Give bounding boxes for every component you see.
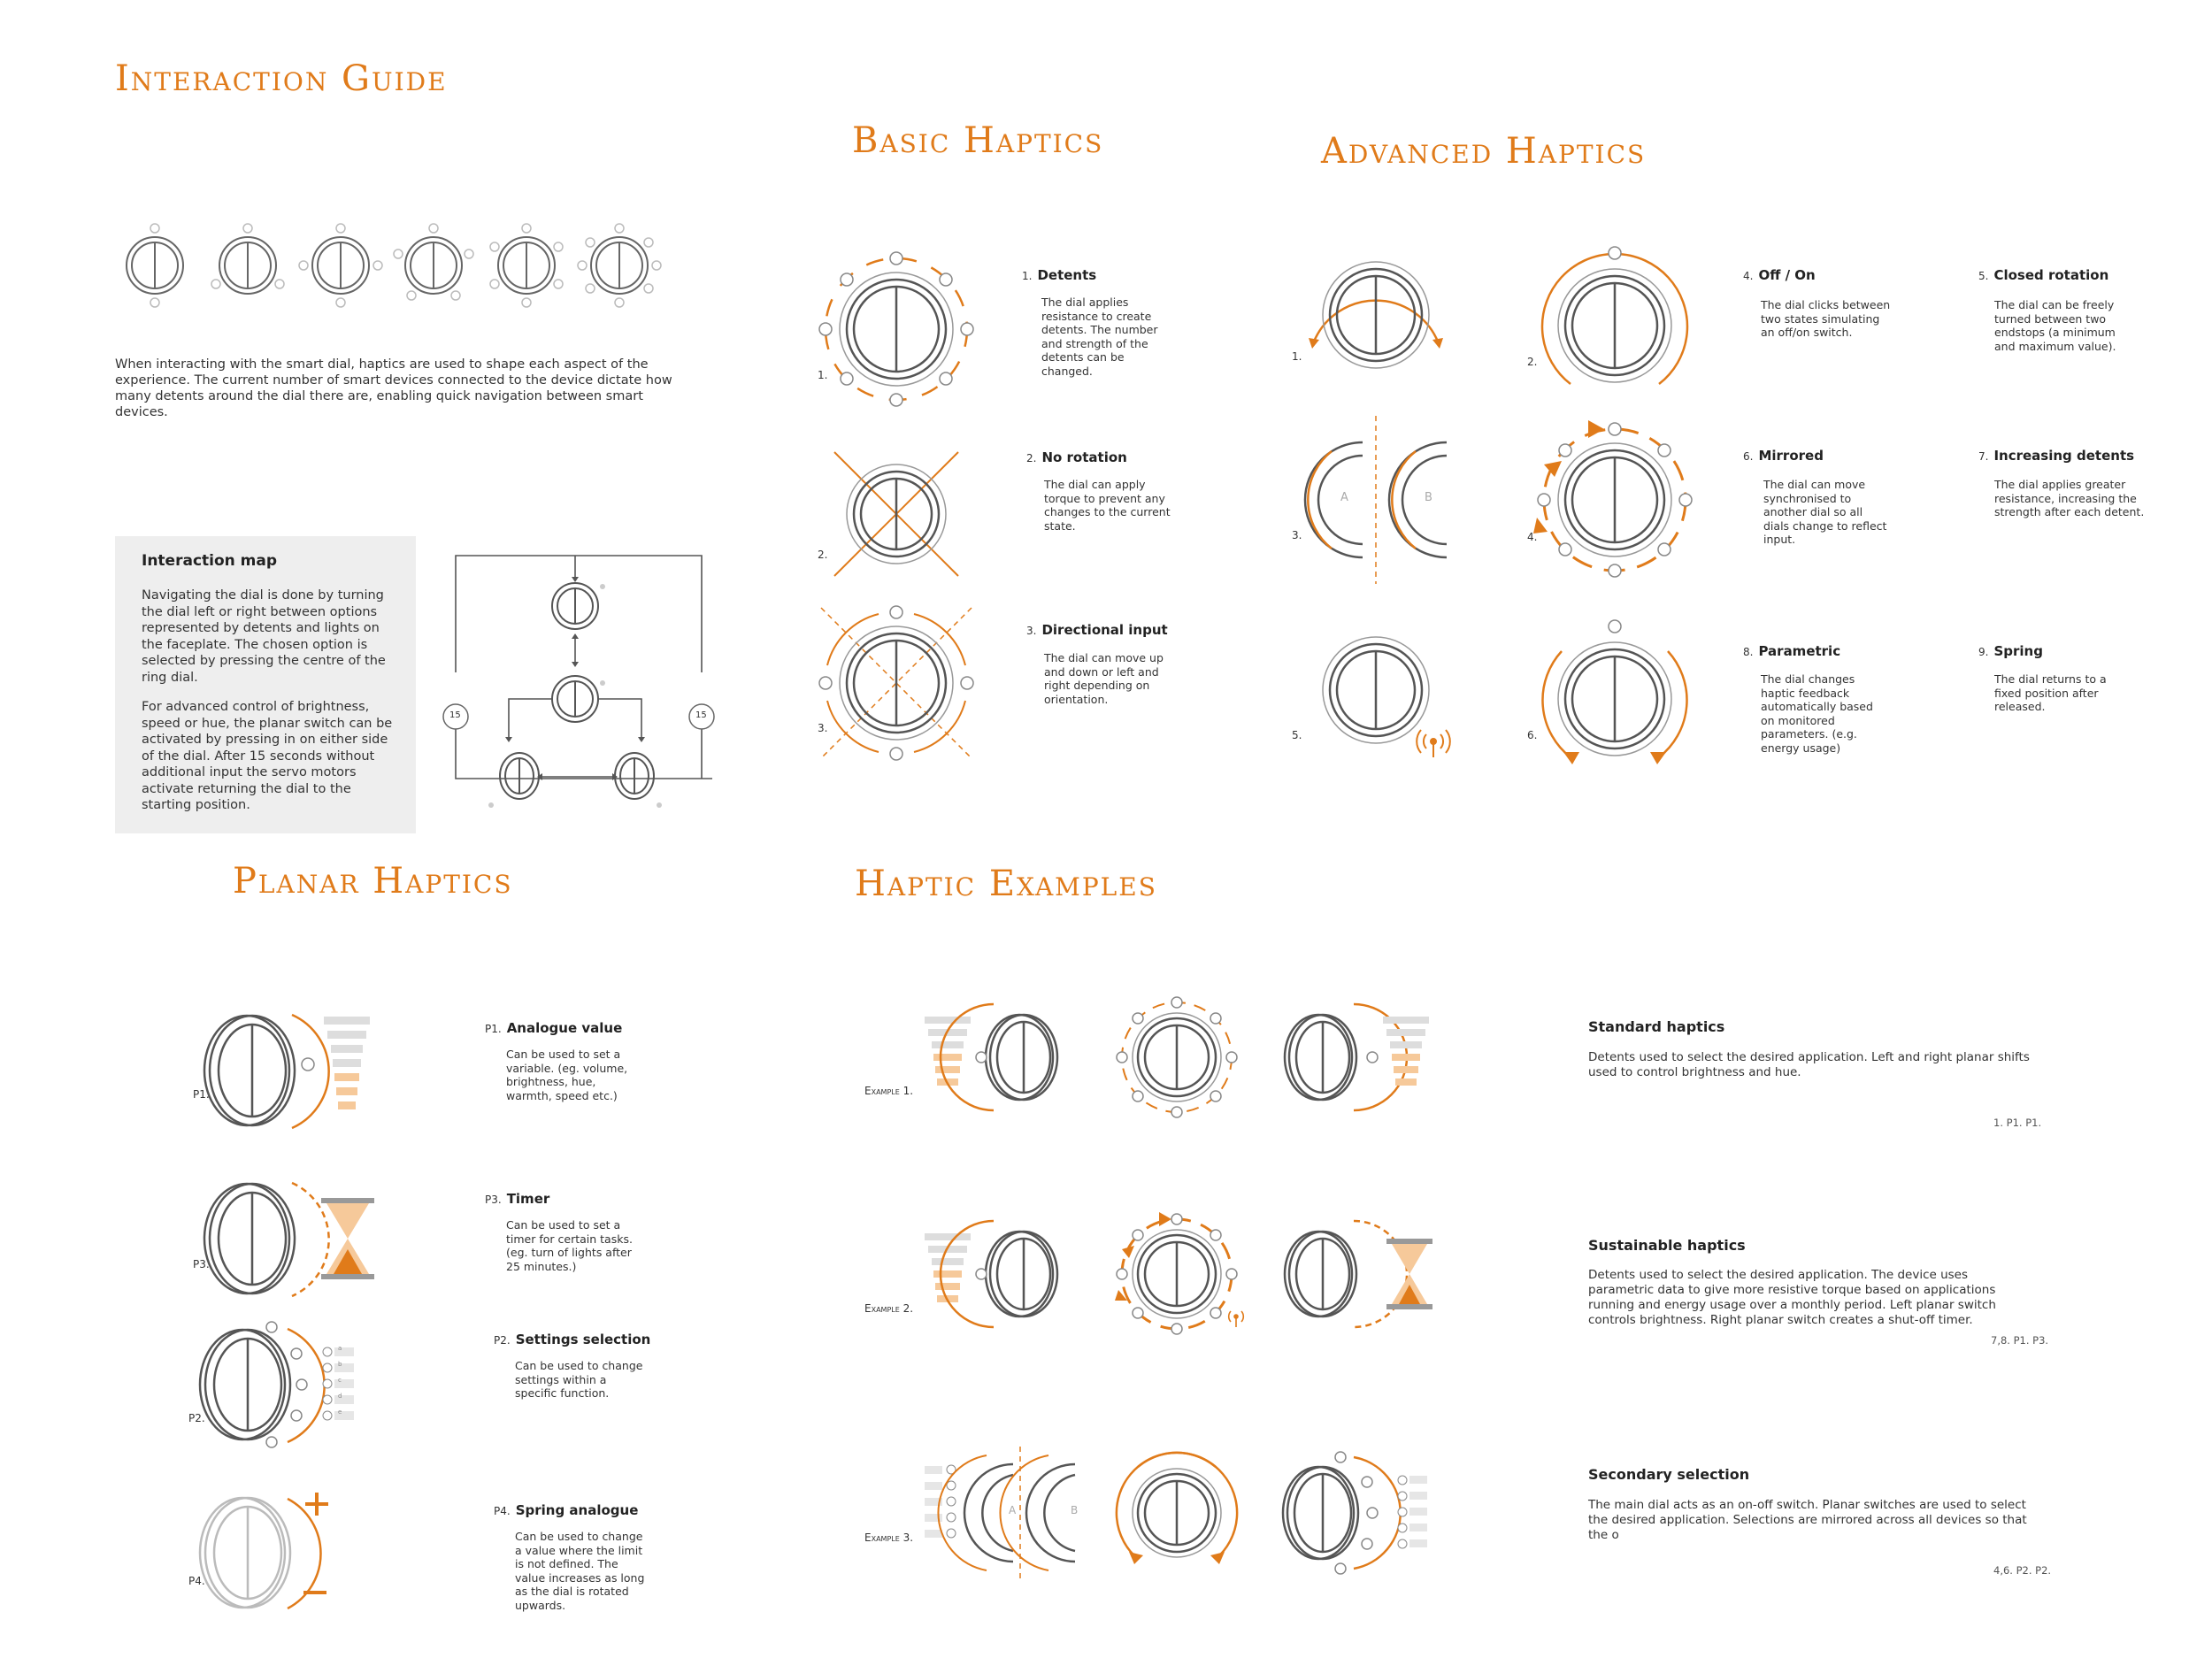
increasing-detents-body: The dial applies greater resistance, increasing the strength after each detent. xyxy=(1994,478,2145,518)
setting-letter-b: b xyxy=(338,1361,342,1368)
mirrored-title: 6. Mirrored xyxy=(1743,448,1824,464)
advanced-fig-label-2: 2. xyxy=(1527,356,1538,368)
interaction-map-panel xyxy=(115,536,416,833)
timer-title: P3. Timer xyxy=(485,1191,550,1207)
no-rotation-dial-illustration xyxy=(830,448,963,580)
off-on-dial-illustration xyxy=(1296,244,1455,386)
advanced-fig-label-4: 4. xyxy=(1527,531,1538,543)
signal-icon xyxy=(1229,1311,1244,1327)
example-2-illustration xyxy=(925,1212,1473,1336)
spring-analogue-body: Can be used to change a value where the limit is not defined. The value increases as long as the dial is rotated upwards. xyxy=(515,1530,645,1612)
standard-haptics-title: Standard haptics xyxy=(1588,1018,1725,1035)
sustainable-haptics-title: Sustainable haptics xyxy=(1588,1237,1746,1254)
closed-rotation-title: 5. Closed rotation xyxy=(1978,267,2109,283)
mirrored-body: The dial can move synchronised to another dial so all dials change to reflect input. xyxy=(1763,478,1887,546)
mirror-letter-b: B xyxy=(1425,491,1432,504)
setting-letter-d: d xyxy=(338,1393,342,1400)
interaction-map-title: Interaction map xyxy=(142,552,278,570)
settings-selection-body: Can be used to change settings within a specific function. xyxy=(515,1359,643,1400)
signal-icon xyxy=(1417,730,1450,757)
off-on-title: 4. Off / On xyxy=(1743,267,1816,283)
spring-title: 9. Spring xyxy=(1978,643,2043,659)
interaction-map-paragraph-2: For advanced control of brightness, speed or hue, the planar switch can be activated by pressing in on either side of the dial. After 15 seconds without additional input the servo motors activate returning the dial to the starting position. xyxy=(142,700,393,812)
sustainable-haptics-ref: 7,8. P1. P3. xyxy=(1991,1334,2049,1347)
timer-left-label: 15 xyxy=(449,710,461,720)
parametric-body: The dial changes haptic feedback automatically based on monitored parameters. (e.g. energy usage) xyxy=(1761,672,1873,755)
setting-letter-a: a xyxy=(338,1345,342,1352)
interaction-map-flow-diagram xyxy=(447,549,721,814)
example-3-label: Example 3. xyxy=(864,1531,914,1544)
detents-dial-illustration xyxy=(812,245,980,413)
advanced-fig-label-6: 6. xyxy=(1527,729,1538,741)
parametric-title: 8. Parametric xyxy=(1743,643,1841,659)
analogue-value-title: P1. Analogue value xyxy=(485,1020,623,1036)
no-rotation-body: The dial can apply torque to prevent any changes to the current state. xyxy=(1044,478,1171,533)
spring-dial-illustration xyxy=(1531,615,1699,774)
detent-variants-illustration xyxy=(106,221,672,310)
no-rotation-fig-label: 2. xyxy=(818,549,828,561)
basic-haptics-heading: Basic Haptics xyxy=(852,120,1104,161)
parametric-dial-illustration xyxy=(1296,619,1464,761)
advanced-fig-label-3: 3. xyxy=(1292,529,1302,541)
closed-rotation-dial-illustration xyxy=(1531,242,1699,401)
directional-input-title: 3. Directional input xyxy=(1026,622,1168,638)
planar-fig-label-p2: P2. xyxy=(188,1412,205,1424)
analogue-value-body: Can be used to set a variable. (eg. volume, brightness, hue, warmth, speed etc.) xyxy=(506,1048,628,1102)
no-rotation-title: 2. No rotation xyxy=(1026,449,1127,465)
example-3-letter-b: B xyxy=(1071,1504,1079,1516)
setting-letter-c: c xyxy=(338,1377,342,1384)
advanced-fig-label-5: 5. xyxy=(1292,729,1302,741)
plus-icon xyxy=(305,1493,328,1516)
sustainable-haptics-body: Detents used to select the desired application. The device uses parametric data to give more resistive torque based on applications running and energy usage over a monthly period. Left planar switch controls brightness. Right planar switch creates a shut-off timer. xyxy=(1588,1268,1996,1327)
standard-haptics-body: Detents used to select the desired application. Left and right planar shifts used to control brightness and hue. xyxy=(1588,1050,2030,1079)
example-3-letter-a: A xyxy=(1009,1504,1017,1516)
standard-haptics-ref: 1. P1. P1. xyxy=(1993,1117,2042,1129)
analogue-value-illustration xyxy=(204,1004,398,1137)
detents-fig-label: 1. xyxy=(818,369,828,381)
haptic-examples-heading: Haptic Examples xyxy=(855,864,1157,904)
intro-paragraph: When interacting with the smart dial, haptics are used to shape each aspect of the experience. The current number of smart devices connected to the device dictate how many detents around the dial there are, enabling quick navigation between smart devices. xyxy=(115,357,672,419)
off-on-body: The dial clicks between two states simulating an off/on switch. xyxy=(1761,298,1891,339)
example-1-illustration xyxy=(925,995,1473,1119)
spring-analogue-title: P4. Spring analogue xyxy=(494,1502,639,1518)
planar-fig-label-p3: P3. xyxy=(193,1258,210,1270)
spring-body: The dial returns to a fixed position after released. xyxy=(1994,672,2107,713)
spring-analogue-illustration xyxy=(199,1486,394,1619)
directional-input-fig-label: 3. xyxy=(818,722,828,734)
planar-fig-label-p1: P1. xyxy=(193,1088,210,1101)
interaction-map-paragraph-1: Navigating the dial is done by turning the dial left or right between options represented by detents and lights on the faceplate. The chosen option is selected by pressing the centre of the ring dial. xyxy=(142,588,386,685)
secondary-selection-ref: 4,6. P2. P2. xyxy=(1993,1564,2052,1577)
detents-title: 1. Detents xyxy=(1022,267,1097,283)
advanced-haptics-heading: Advanced Haptics xyxy=(1321,131,1647,172)
directional-input-dial-illustration xyxy=(812,599,980,767)
example-2-label: Example 2. xyxy=(864,1302,914,1315)
secondary-selection-title: Secondary selection xyxy=(1588,1466,1750,1483)
timer-body: Can be used to set a timer for certain tasks. (eg. turn of lights after 25 minutes.) xyxy=(506,1218,633,1273)
closed-rotation-body: The dial can be freely turned between two endstops (a minimum and maximum value). xyxy=(1994,298,2116,353)
example-1-label: Example 1. xyxy=(864,1085,914,1097)
settings-selection-title: P2. Settings selection xyxy=(494,1332,651,1347)
advanced-fig-label-1: 1. xyxy=(1292,350,1302,363)
interaction-guide-heading: Interaction Guide xyxy=(115,58,448,99)
settings-selection-illustration xyxy=(199,1318,394,1451)
directional-input-body: The dial can move up and down or left and right depending on orientation. xyxy=(1044,651,1164,706)
planar-fig-label-p4: P4. xyxy=(188,1575,205,1587)
detents-body: The dial applies resistance to create detents. The number and strength of the detents can be changed. xyxy=(1041,296,1158,378)
setting-letter-e: e xyxy=(338,1409,342,1416)
increasing-detents-dial-illustration xyxy=(1526,411,1703,588)
secondary-selection-body: The main dial acts as an on-off switch. Planar switches are used to select the desired application. Selections are mirrored across all devices so that the o xyxy=(1588,1498,2027,1542)
planar-haptics-heading: Planar Haptics xyxy=(233,861,513,902)
timer-illustration xyxy=(204,1172,398,1305)
mirror-letter-a: A xyxy=(1340,491,1348,504)
increasing-detents-title: 7. Increasing detents xyxy=(1978,448,2135,464)
timer-right-label: 15 xyxy=(695,710,707,720)
